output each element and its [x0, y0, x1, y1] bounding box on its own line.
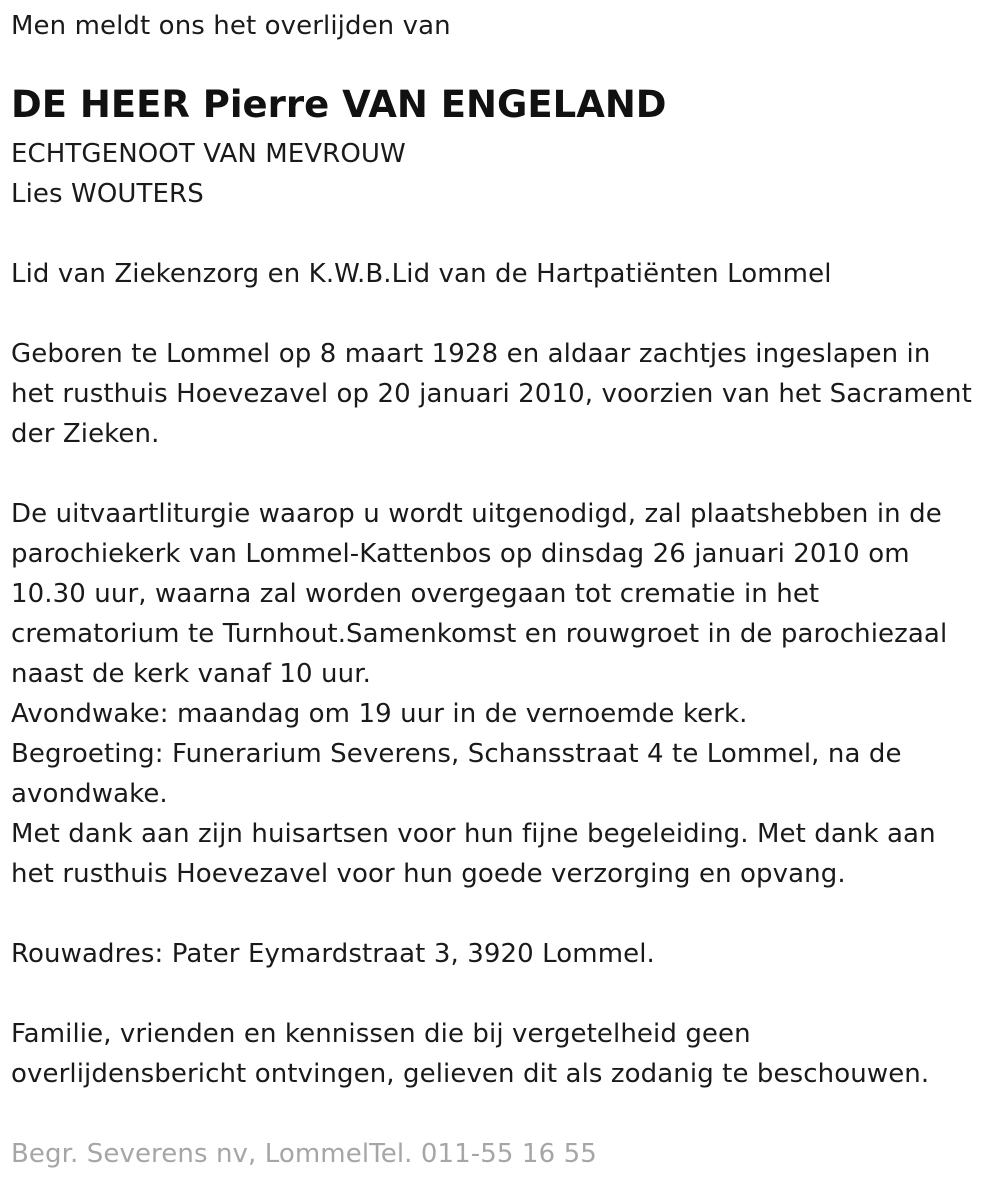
mourning-address: Rouwadres: Pater Eymardstraat 3, 3920 Lommel.	[11, 939, 655, 969]
spouse-relation: ECHTGENOOT VAN MEVROUW	[11, 139, 406, 169]
paragraph-line: het rusthuis Hoevezavel op 20 januari 2010, voorzien van het Sacrament	[11, 379, 972, 409]
notice-paragraph	[11, 1014, 929, 1094]
funeral-home-footer: Begr. Severens nv, LommelTel. 011-55 16 55	[11, 1139, 597, 1169]
memberships-block	[11, 254, 832, 294]
intro-text: Men meldt ons het overlijden van	[11, 11, 451, 41]
address-block	[11, 934, 655, 974]
memberships-text: Lid van Ziekenzorg en K.W.B.Lid van de Hartpatiënten Lommel	[11, 259, 832, 289]
spouse-block	[11, 134, 406, 214]
paragraph-line: Begroeting: Funerarium Severens, Schansstraat 4 te Lommel, na de	[11, 739, 902, 769]
paragraph-line: Met dank aan zijn huisartsen voor hun fijne begeleiding. Met dank aan	[11, 819, 936, 849]
paragraph-line: overlijdensbericht ontvingen, gelieven dit als zodanig te beschouwen.	[11, 1059, 930, 1089]
birth-death-paragraph	[11, 334, 972, 454]
paragraph-line: het rusthuis Hoevezavel voor hun goede verzorging en opvang.	[11, 859, 846, 889]
spouse-name: Lies WOUTERS	[11, 179, 204, 209]
paragraph-line: Familie, vrienden en kennissen die bij vergetelheid geen	[11, 1019, 751, 1049]
paragraph-line: parochiekerk van Lommel-Kattenbos op dinsdag 26 januari 2010 om	[11, 539, 910, 569]
paragraph-line: avondwake.	[11, 779, 168, 809]
paragraph-line: Geboren te Lommel op 8 maart 1928 en aldaar zachtjes ingeslapen in	[11, 339, 931, 369]
paragraph-line: naast de kerk vanaf 10 uur.	[11, 659, 371, 689]
paragraph-line: De uitvaartliturgie waarop u wordt uitgenodigd, zal plaatshebben in de	[11, 499, 942, 529]
funeral-paragraph	[11, 494, 947, 894]
paragraph-line: der Zieken.	[11, 419, 160, 449]
paragraph-line: Avondwake: maandag om 19 uur in de vernoemde kerk.	[11, 699, 748, 729]
paragraph-line: 10.30 uur, waarna zal worden overgegaan tot crematie in het	[11, 579, 820, 609]
deceased-name: DE HEER Pierre VAN ENGELAND	[11, 83, 667, 126]
paragraph-line: crematorium te Turnhout.Samenkomst en rouwgroet in de parochiezaal	[11, 619, 948, 649]
